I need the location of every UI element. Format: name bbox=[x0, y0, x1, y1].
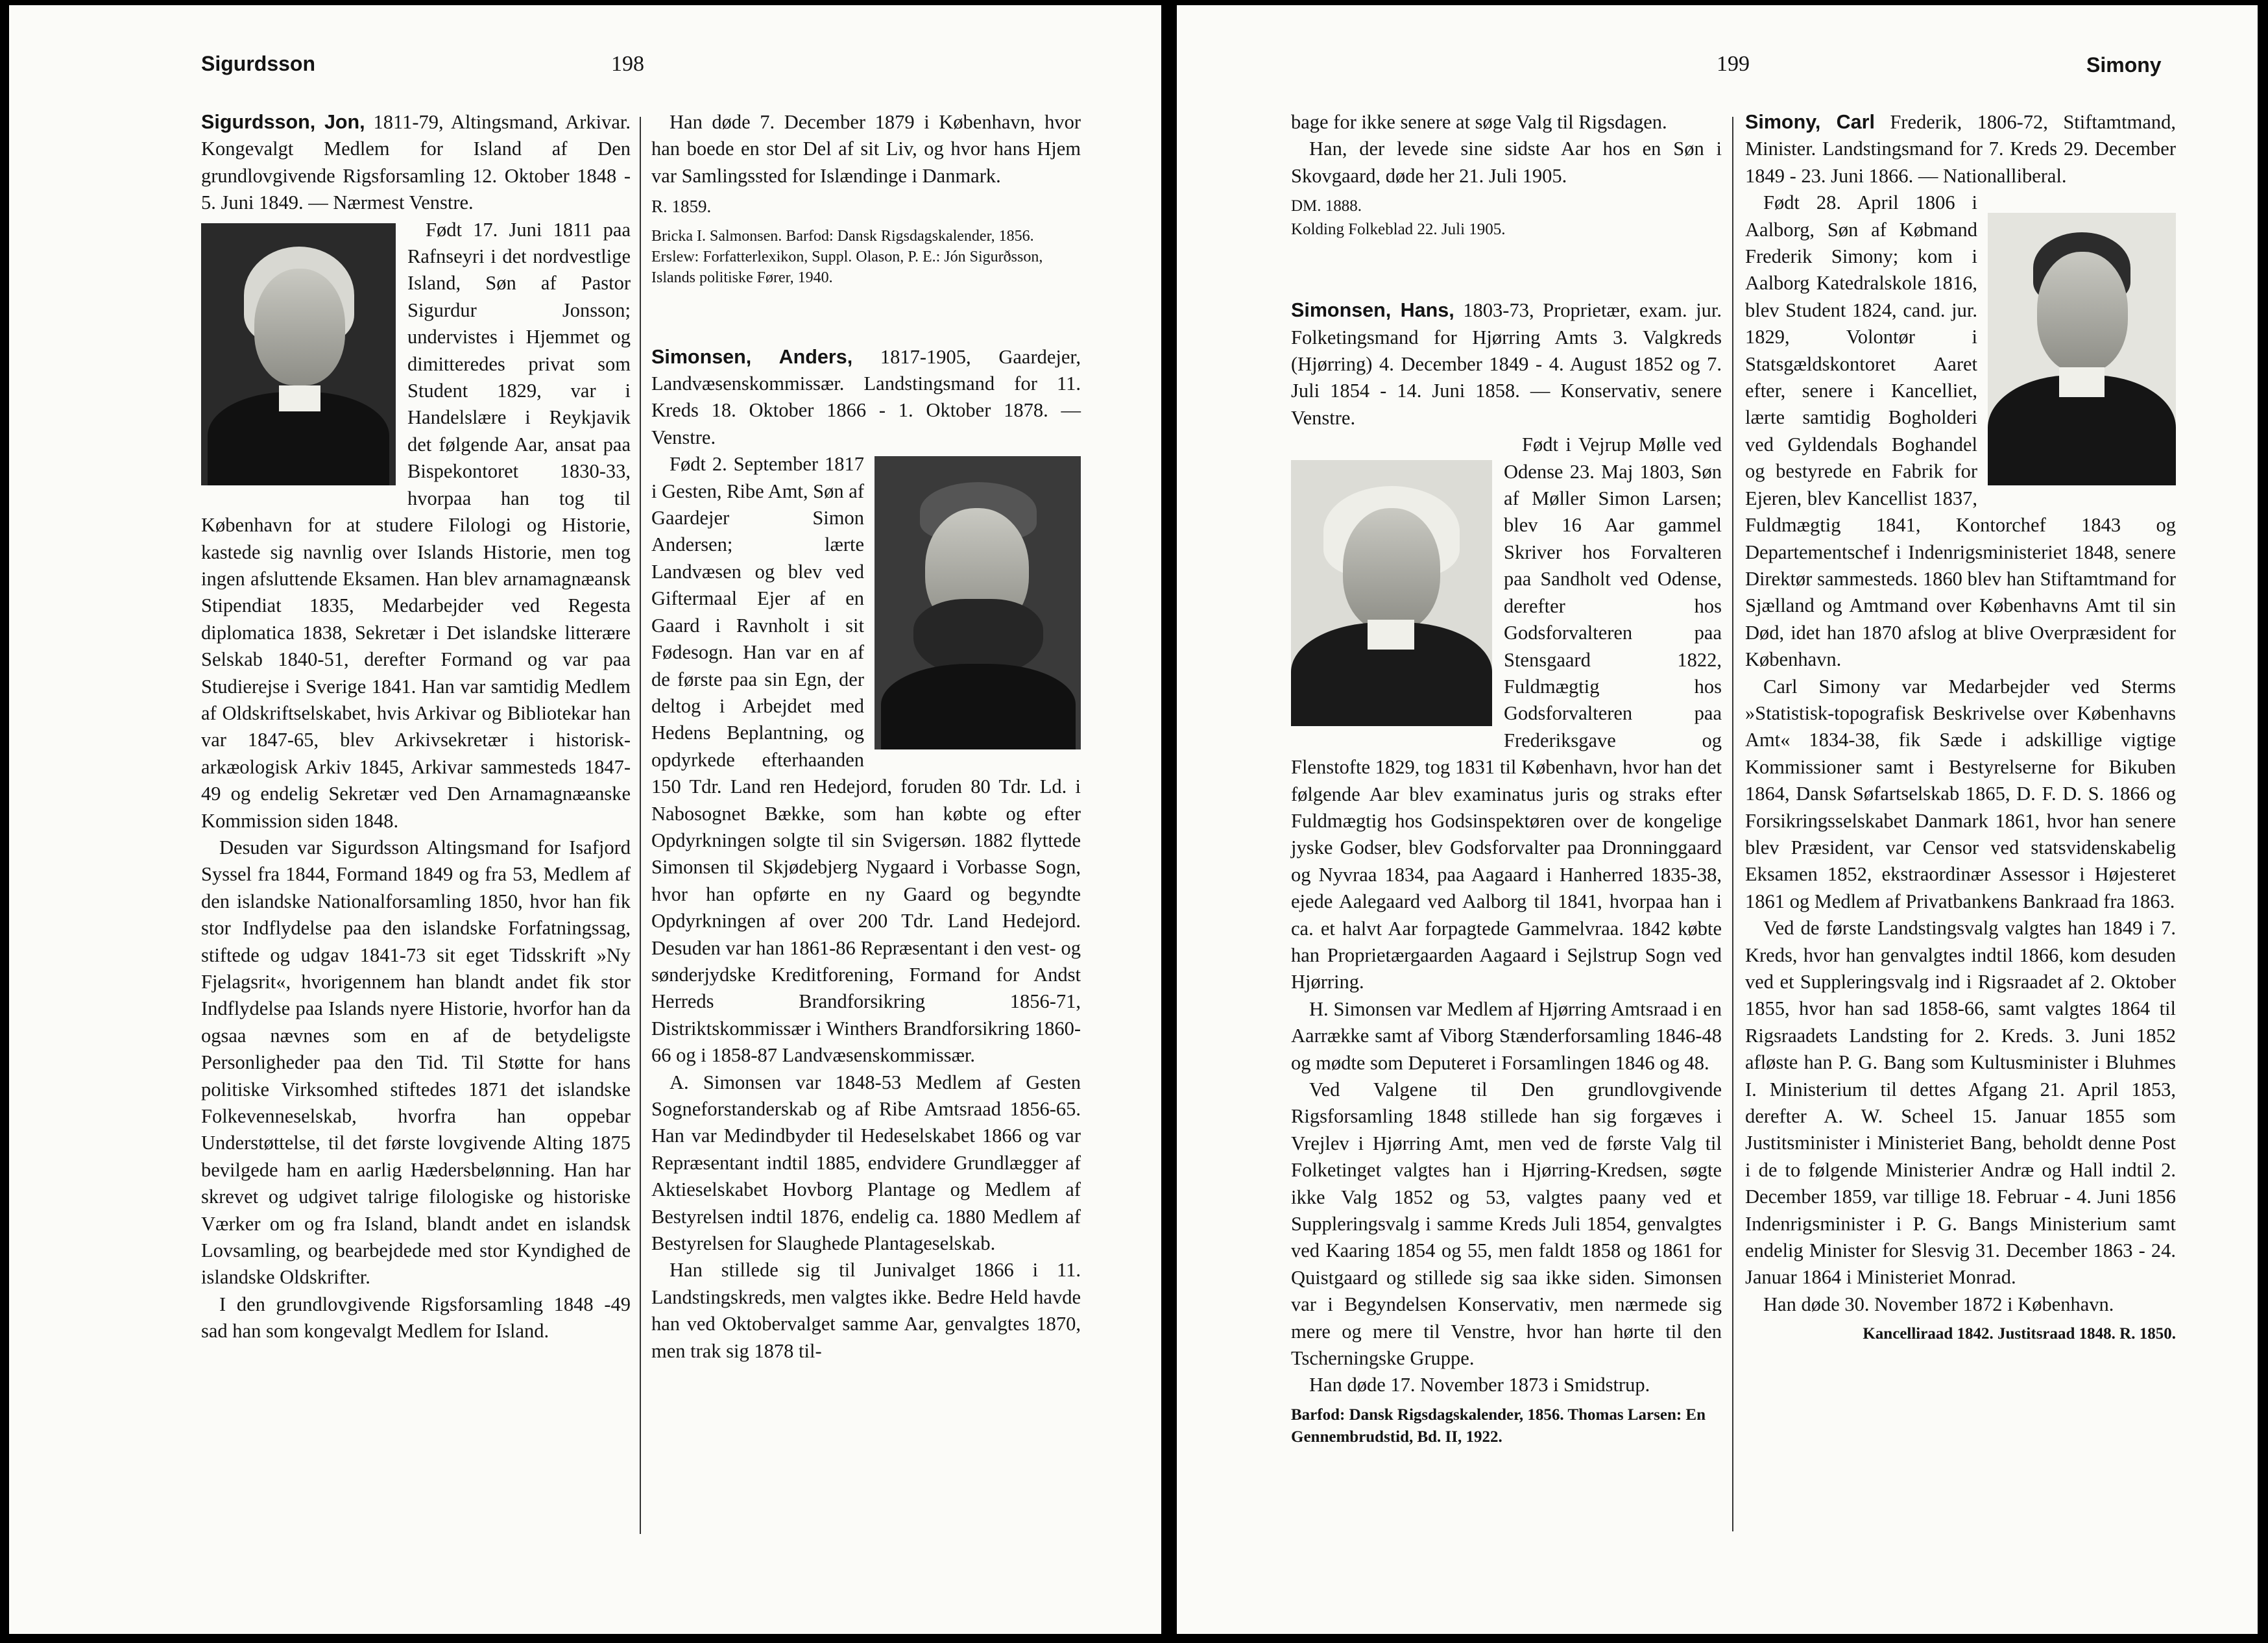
entry-heading: Simony, Carl Frederik, 1806-72, Stiftamtmand, Minister. Landstingsmand for 7. Kreds 29. December 1849 - 23. Juni 1866. — Nationalliberal. bbox=[1745, 111, 2176, 187]
column-1 bbox=[201, 109, 631, 1345]
column-2 bbox=[651, 109, 1081, 1365]
references: Barfod: Dansk Rigsdagskalender, 1856. Thomas Larsen: En Gennembrudstid, Bd. II, 1922. bbox=[1291, 1406, 1706, 1446]
paragraph: Han døde 30. November 1872 i København. bbox=[1763, 1293, 2114, 1315]
paragraph: Han, der levede sine sidste Aar hos en Søn i Skovgaard, døde her 21. Juli 1905. bbox=[1291, 138, 1722, 187]
portrait-carl-simony bbox=[1988, 213, 2176, 485]
paragraph: Født 28. April 1806 i Aalborg, Søn af Købmand Frederik Simony; kom i Aalborg Katedralskole 1816, blev Student 1824, cand. jur. 1829, Volontør i Statsgældskontoret Aaret efter, senere i Kancelliet, lærte samtidig Bogholderi ved Gyldendals Boghandel og bestyrede en Fabrik for Ejeren, blev Kancellist 1837, Fuldmægtig 1841, Kontorchef 1843 og Departementschef i Indenrigsministeriet 1848, senere Direktør sammesteds. 1860 blev han Stiftamtmand for Sjælland og Amtmand over Københavns Amt til sin Død, idet han 1870 afslog at blive Overpræsident for København. bbox=[1745, 191, 2176, 671]
paragraph: Han døde 7. December 1879 i København, hvor han boede en stor Del af sit Liv, og hvor hans Hjem var Samlingssted for Islændinge i Danmark. bbox=[651, 111, 1081, 187]
column-rule bbox=[640, 117, 641, 1534]
column-rule bbox=[1732, 117, 1733, 1531]
column-1 bbox=[1291, 109, 1722, 1448]
portrait-anders-simonsen bbox=[875, 456, 1081, 749]
paragraph: Ved Valgene til Den grundlovgivende Rigsforsamling 1848 stillede han sig forgæves i Vrejlev i Hjørring Amt, men ved de første Valg til Folketinget valgtes han i Hjørring-Kredsen, søgte ikke Valg 1852 og 53, valgtes paany ved et Suppleringsvalg i samme Kreds Juli 1854, genvalgtes ved Kaaring 1854 og 55, men faldt 1858 og 1861 for Quistgaard og stillede sig saa ikke siden. Simonsen var i Begyndelsen Konservativ, men nærmede sig mere og mere til Venstre, hvor han hørte til den Tscherningske Gruppe. bbox=[1291, 1078, 1722, 1370]
paragraph: Desuden var Sigurdsson Altingsmand for Isafjord Syssel fra 1844, Formand 1849 og fra 53, Medlem af den islandske Nationalforsamling 1850, hvor han fik stor Indflydelse paa den islandske Forfatningssag, stiftede og udgav 1841-73 sit eget Tidsskrift »Ny Fjelagsrit«, hvorigennem han blandt andet fik stor Indflydelse paa Islands nyere Historie, hvorfor han da ogsaa nævnes som en af de betydeligste Personligheder paa den Tid. Til Støtte for hans politiske Virksomhed stiftedes 1871 det islandske Folkevenneselskab, hvorfra han oppebar Understøttelse, til det første lovgivende Alting 1875 bevilgede ham en aarlig Hædersbelønning. Han har skrevet og udgivet talrige filologiske og historiske Værker om og fra Island, blandt andet en islandsk Lovsamling, og bearbejdede med stor Kyndighed de islandske Oldskrifter. bbox=[201, 836, 631, 1289]
honors: Kancelliraad 1842. Justitsraad 1848. R. 1850. bbox=[1863, 1325, 2176, 1343]
entry-heading: Sigurdsson, Jon, 1811-79, Altingsmand, Arkivar. Kongevalgt Medlem for Island af Den grundlovgivende Rigsforsamling 12. Oktober 1848 - 5. Juni 1849. — Nærmest Venstre. bbox=[201, 111, 631, 214]
paragraph: Født i Vejrup Mølle ved Odense 23. Maj 1803, Søn af Møller Simon Larsen; blev 16 Aar gammel Skriver hos Forvalteren paa Sandholt ved Odense, derefter hos Godsforvalteren paa Stensgaard 1822, Fuldmægtig hos Godsforvalteren paa Frederiksgave og Flenstofte 1829, tog 1831 til København, hvor han det følgende Aar blev examinatus juris og straks efter Fuldmægtig hos Godsinspektøren over de kongelige jyske Godser, blev Godsforvalter paa Dronninggaard og Nyvraa 1834, paa Aagaard i Hanherred 1835-38, ejede Aalegaard ved Aalborg til 1841, hvorpaa han i ca. et halvt Aar forpagtede Gammelvraa. 1842 købte han Proprietærgaarden Aagaard i Sejlstrup Sogn ved Hjørring. bbox=[1291, 433, 1722, 993]
references: Bricka I. Salmonsen. Barfod: Dansk Rigsdagskalender, 1856. Erslew: Forfatterlexikon, Suppl. Olason, P. E.: Jón Sigurðsson, Islands politiske Fører, 1940. bbox=[651, 227, 1043, 286]
left-page bbox=[9, 5, 1161, 1634]
paragraph: Han døde 17. November 1873 i Smidstrup. bbox=[1309, 1374, 1650, 1396]
entry-heading: Simonsen, Hans, 1803-73, Proprietær, exam. jur. Folketingsmand for Hjørring Amts 3. Valgkreds (Hjørring) 4. December 1849 - 4. August 1852 og 7. Juli 1854 - 14. Juni 1858. — Konservativ, senere Venstre. bbox=[1291, 299, 1722, 429]
paragraph: Født 17. Juni 1811 paa Rafnseyri i det nordvestlige Island, Søn af Pastor Sigurdur Jonsson; undervistes i Hjemmet og dimitteredes privat som Student 1829, var i Handelslære i Reykjavik det følgende Aar, ansat paa Bispekontoret 1830-33, hvorpaa han tog til København for at studere Filologi og Historie, kastede sig navnlig over Islands Historie, men tog ingen afsluttende Eksamen. Han blev arnamagnæansk Stipendiat 1835, Medarbejder ved Regesta diplomatica 1838, Sekretær i Det islandske litterære Selskab 1840-51, derefter Formand og var paa Studierejse i Sverige 1841. Han var samtidig Medlem af Oldskriftselskabet, hvis Arkivar og Bibliotekar han var 1847-65, blev Arkivsekretær i historisk-arkæologisk Arkiv 1845, Arkivar sammesteds 1847-49 og endelig Sekretær ved Den Arnamagnæanske Kommission siden 1848. bbox=[201, 218, 631, 832]
page-number: 199 bbox=[1717, 52, 1750, 76]
reference-line: Kolding Folkeblad 22. Juli 1905. bbox=[1291, 221, 1506, 239]
portrait-sigurdsson bbox=[201, 223, 396, 485]
order-abbrev: R. 1859. bbox=[651, 197, 712, 217]
paragraph: Carl Simony var Medarbejder ved Sterms »Statistisk-topografisk Beskrivelse over Københavns Amt« 1834-38, fik Sæde i adskillige vigtige Kommissioner samt i Bestyrelserne for Bikuben 1864, Dansk Søfartselskab 1865, D. F. D. S. 1866 og Forsikringsselskabet Danmark 1861, hvor han senere blev Præsident, var Censor ved statsvidenskabelig Eksamen 1852, ekstraordinær Assessor i Højesteret 1861 og Medlem af Privatbankens Bankraad fra 1863. bbox=[1745, 675, 2176, 912]
column-2 bbox=[1745, 109, 2176, 1345]
right-page bbox=[1177, 5, 2258, 1634]
running-head-name: Simony bbox=[2086, 53, 2162, 77]
paragraph: Født 2. September 1817 i Gesten, Ribe Amt, Søn af Gaardejer Simon Andersen; lærte Landvæsen og blev ved Giftermaal Ejer af en Gaard i Ravnholt i sit Fødesogn. Han var en af de første paa sin Egn, der deltog i Arbejdet med Hedens Beplantning, og opdyrkede efterhaanden 150 Tdr. Land ren Hedejord, foruden 80 Tdr. Ld. i Nabosognet Bække, som han købte og efter Opdyrkningen solgte til sin Svigersøn. 1882 flyttede Simonsen til Skjødebjerg Nygaard i Vorbasse Sogn, hvor han opførte en ny Gaard og begyndte Opdyrkningen af over 200 Tdr. Land Hedejord. Desuden var han 1861-86 Repræsentant i den vest- og sønderjydske Kreditforening, Formand for Andst Herreds Brandforsikring 1856-71, Distriktskommissær i Winthers Brandforsikring 1860-66 og i 1858-87 Landvæsenskommissær. bbox=[651, 453, 1081, 1067]
portrait-hans-simonsen bbox=[1291, 460, 1492, 726]
reference-line: DM. 1888. bbox=[1291, 197, 1362, 215]
entry-heading: Simonsen, Anders, 1817-1905, Gaardejer, Landvæsenskommissær. Landstingsmand for 11. Kreds 18. Oktober 1866 - 1. Oktober 1878. — Venstre. bbox=[651, 345, 1081, 448]
paragraph: bage for ikke senere at søge Valg til Rigsdagen. bbox=[1291, 111, 1667, 133]
paragraph: Han stillede sig til Junivalget 1866 i 11. Landstingskreds, men valgtes ikke. Bedre Held havde han ved Oktobervalget samme Aar, genvalgtes 1870, men trak sig 1878 til- bbox=[651, 1259, 1081, 1362]
paragraph: H. Simonsen var Medlem af Hjørring Amtsraad i en Aarrække samt af Viborg Stænderforsamling 1846-48 og mødte som Deputeret i Forsamlingen 1846 og 48. bbox=[1291, 997, 1722, 1074]
paragraph: I den grundlovgivende Rigsforsamling 1848 -49 sad han som kongevalgt Medlem for Island. bbox=[201, 1293, 631, 1343]
paragraph: A. Simonsen var 1848-53 Medlem af Gesten Sogneforstanderskab og af Ribe Amtsraad 1856-65. Han var Medindbyder til Hedeselskabet 1866 og var Repræsentant indtil 1885, endvidere Grundlægger af Aktieselskabet Hovborg Plantage og Medlem af Bestyrelsen indtil 1876, endelig ca. 1880 Medlem af Bestyrelsen for Slaughede Plantageselskab. bbox=[651, 1071, 1081, 1255]
page-number: 198 bbox=[611, 52, 644, 76]
running-head-name: Sigurdsson bbox=[201, 52, 316, 75]
paragraph: Ved de første Landstingsvalg valgtes han 1849 i 7. Kreds, hvor han genvalgtes indtil 1866, kom desuden ved et Suppleringsvalg ind i Rigsraadet af 2. Oktober 1855, hvor han sad 1858-66, samt valgtes 1864 til Rigsraadets Landsting for 2. Kreds. 3. Juni 1852 afløste han P. G. Bang som Kultusminister i Bluhmes I. Ministerium til dettes Afgang 21. April 1853, derefter A. W. Scheel 15. Januar 1855 som Justitsminister i Ministeriet Bang, beholdt denne Post i de to følgende Ministerier Andræ og Hall indtil 2. December 1859, var tillige 18. Februar - 4. Juni 1856 Indenrigsminister i P. G. Bangs Ministerium samt endelig Minister for Slesvig 31. December 1863 - 24. Januar 1864 i Ministeriet Monrad. bbox=[1745, 917, 2176, 1289]
